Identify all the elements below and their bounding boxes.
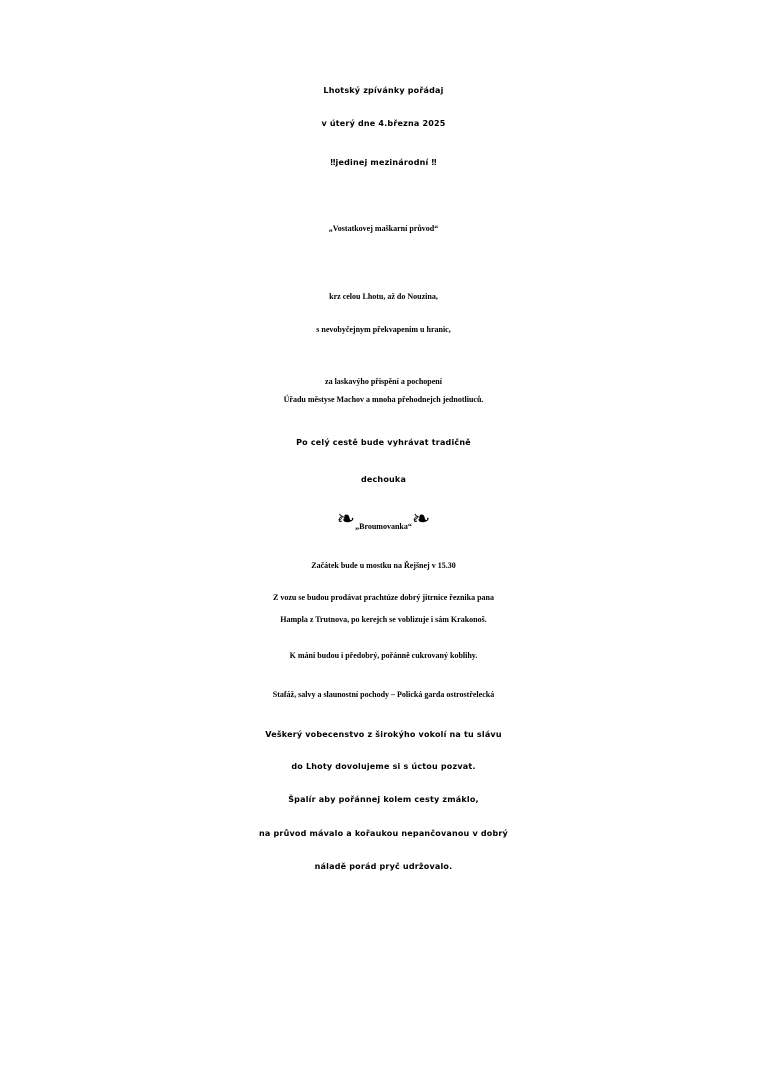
poster-title: „Vostatkovej maškarní průvod“ — [328, 224, 439, 233]
food-line-1: Z vozu se budou prodávat prachtúze dobrý jitrnice řeznika pana — [273, 593, 494, 602]
invitation-line-1: Veškerý vobecenstvo z širokýho vokolí na tu slávu — [265, 730, 502, 739]
invitation-line-2: do Lhoty dovolujeme si s úctou pozvat. — [291, 762, 476, 771]
music-line-1: Po celý cestě bude vyhrávat tradičně — [296, 438, 471, 447]
music-line-2: dechouka — [360, 475, 407, 484]
thanks-line-1: za laskavýho přispění a pochopení — [325, 377, 442, 386]
invitation-line-5: náladě porád pryč udržovalo. — [314, 862, 453, 871]
international-tagline: ‼jedinej mezinárodní ‼ — [330, 158, 437, 167]
route-line-1: krz celou Lhotu, až do Nouzina, — [329, 292, 438, 301]
route-line-2: s nevobyčejnym překvapenim u hranic, — [316, 325, 451, 334]
thanks-line-2: Úřadu městyse Machov a mnoha přehodnejch jednotliuců. — [283, 395, 484, 404]
donuts-line: K máni budou i předobrý, pořánně cukrovaný koblihy. — [289, 651, 478, 660]
food-line-2: Hampla z Trutnova, po kerejch se voblizuje i sám Krakonoš. — [280, 615, 487, 624]
leaf-ornament-left-icon: ❧ — [336, 507, 356, 532]
leaf-ornament-right-icon: ❧ — [411, 507, 431, 532]
band-name: „Broumovanka“ — [355, 522, 412, 531]
organizer-line: Lhotský zpívánky pořádaj — [323, 86, 444, 95]
guard-line: Stafáž, salvy a slaunostní pochody – Polická garda ostrostřelecká — [272, 690, 495, 699]
start-info: Začátek bude u mostku na Řejšnej v 15.30 — [311, 561, 456, 570]
band-name-line — [0, 507, 767, 532]
invitation-line-4: na průvod mávalo a kořaukou nepančovanou v dobrý — [259, 829, 508, 838]
event-date: v úterý dne 4.března 2025 — [321, 119, 446, 128]
invitation-line-3: Špalír aby pořánnej kolem cesty zmáklo, — [288, 795, 479, 804]
